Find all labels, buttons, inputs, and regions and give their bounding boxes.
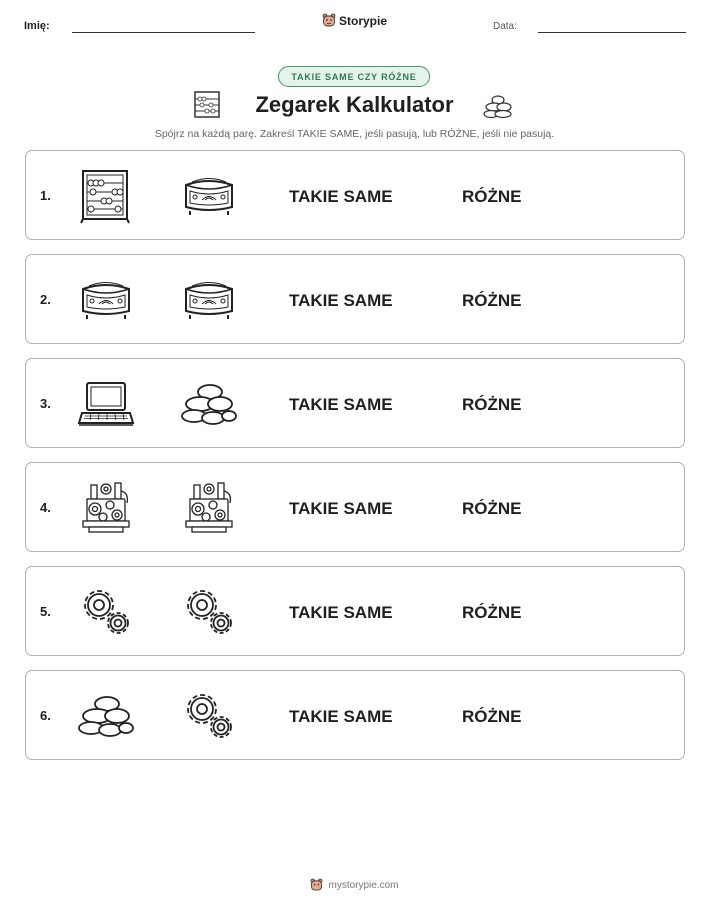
- storypie-mascot-icon: [310, 878, 323, 892]
- worksheet-header: [0, 0, 709, 50]
- same-option[interactable]: TAKIE SAME: [289, 499, 393, 518]
- storypie-mascot-icon: [322, 13, 336, 28]
- question-row: [25, 358, 685, 448]
- machine-gears-icon: [180, 479, 238, 537]
- question-number: 5.: [40, 604, 51, 619]
- question-number: 2.: [40, 292, 51, 307]
- question-row: [25, 150, 685, 240]
- name-line: [72, 32, 255, 33]
- question-number: 6.: [40, 708, 51, 723]
- question-row: [25, 462, 685, 552]
- brand-logo: [322, 13, 387, 28]
- question-row: [25, 670, 685, 760]
- gears-icon: [180, 583, 238, 641]
- different-option[interactable]: RÓŻNE: [462, 707, 522, 726]
- different-option[interactable]: RÓŻNE: [462, 499, 522, 518]
- question-number: 4.: [40, 500, 51, 515]
- question-number: 1.: [40, 188, 51, 203]
- abacus-icon: [77, 167, 135, 225]
- stones-icon: [180, 375, 238, 433]
- stones-icon: [77, 687, 135, 745]
- same-option[interactable]: TAKIE SAME: [289, 187, 393, 206]
- title-row: [0, 90, 709, 124]
- footer: [0, 878, 709, 892]
- laptop-icon: [77, 375, 135, 433]
- question-row: [25, 254, 685, 344]
- same-option[interactable]: TAKIE SAME: [289, 291, 393, 310]
- different-option[interactable]: RÓŻNE: [462, 291, 522, 310]
- same-option[interactable]: TAKIE SAME: [289, 603, 393, 622]
- instructions: Spójrz na każdą parę. Zakreśl TAKIE SAME, jeśli pasują, lub RÓŻNE, jeśli nie pasują.: [154, 128, 555, 140]
- machine-gears-icon: [77, 479, 135, 537]
- different-option[interactable]: RÓŻNE: [462, 395, 522, 414]
- footer-url[interactable]: mystorypie.com: [328, 879, 399, 891]
- gears-icon: [180, 687, 238, 745]
- different-option[interactable]: RÓŻNE: [462, 603, 522, 622]
- treasure-box-icon: [180, 271, 238, 329]
- question-row: [25, 566, 685, 656]
- different-option[interactable]: RÓŻNE: [462, 187, 522, 206]
- stones-icon: [483, 93, 513, 119]
- gears-icon: [77, 583, 135, 641]
- date-line: [538, 32, 686, 33]
- same-option[interactable]: TAKIE SAME: [289, 395, 393, 414]
- name-label: Imię:: [24, 20, 50, 32]
- page-title: Zegarek Kalkulator: [255, 92, 454, 117]
- brand-name: Storypie: [339, 13, 388, 28]
- treasure-box-icon: [77, 271, 135, 329]
- question-list: [25, 150, 685, 774]
- date-label: Data:: [493, 21, 517, 32]
- same-option[interactable]: TAKIE SAME: [289, 707, 393, 726]
- worksheet-type-badge: TAKIE SAME CZY RÓŻNE: [278, 66, 430, 87]
- question-number: 3.: [40, 396, 51, 411]
- treasure-box-icon: [180, 167, 238, 225]
